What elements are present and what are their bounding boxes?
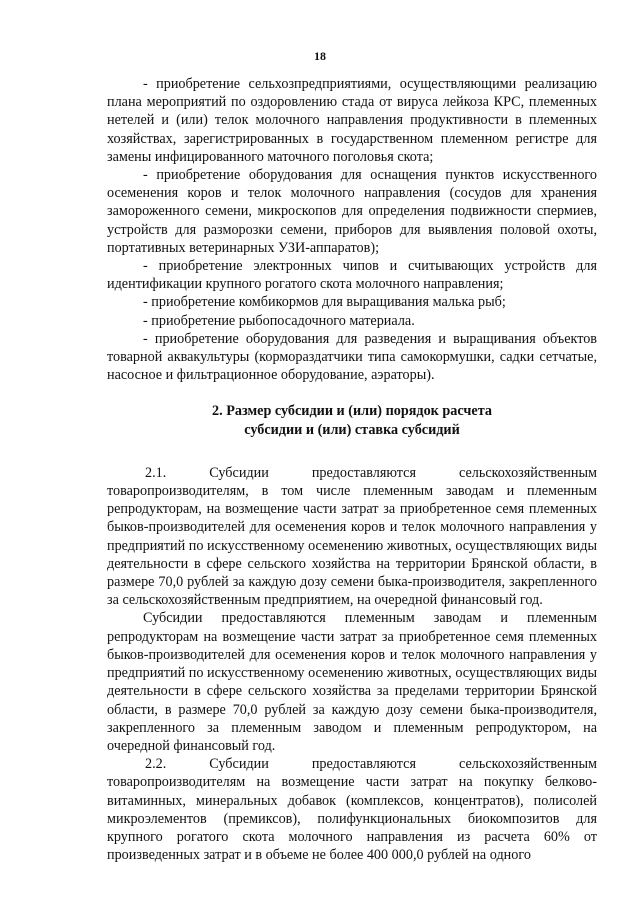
paragraph-2-2: 2.2. Субсидии предоставляются сельскохозяйственным товаропроизводителям на возмещение части затрат на покупку белково-витаминных, минеральных добавок (комплексов, концентратов), полисолей микроэлементов (премиксов), полифункциональных биокомпозитов для крупного рогатого скота молочного направления из расчета 60% от произведенных затрат и в объеме не более 400 000,0 рублей на одного: [107, 756, 597, 864]
list-item: - приобретение комбикормов для выращивания малька рыб;: [143, 294, 506, 311]
list-item: - приобретение рыбопосадочного материала.: [143, 312, 415, 329]
section-heading-line: субсидии и (или) ставка субсидий: [244, 421, 460, 438]
page-number: 18: [314, 49, 326, 63]
paragraph: Субсидии предоставляются племенным заводам и племенным репродукторам на возмещение части затрат за приобретенное семя племенных быков-производителей для осеменения коров и телок молочного направления у предприятий по искусственному осеменению животных, осуществляющих виды деятельности в сфере сельского хозяйства за пределами территории Брянской области, в размере 70,0 рублей за каждую дозу семени быка-производителя, закрепленного за племенным заводом и племенным репродуктором, на очередной финансовый год.: [107, 610, 597, 754]
section-heading-line: 2. Размер субсидии и (или) порядок расчета: [212, 403, 492, 420]
list-item: - приобретение оборудования для разведения и выращивания объектов товарной аквакультуры (кормораздатчики типа самокормушки, садки сетчатые, насосное и фильтрационное оборудование, аэраторы).: [107, 330, 597, 384]
document-body: [107, 75, 597, 864]
section-heading: [107, 402, 597, 438]
list-item: - приобретение электронных чипов и считывающих устройств для идентификации крупного рогатого скота молочного направления;: [107, 258, 597, 293]
paragraph-2-1: 2.1. Субсидии предоставляются сельскохозяйственным товаропроизводителям, в том числе племенным заводам и племенным репродукторам, на возмещение части затрат за приобретенное семя племенных быков-производителей для осеменения коров и телок молочного направления у предприятий по искусственному осеменению животных, осуществляющих виды деятельности в сфере сельского хозяйства на территории Брянской области, в размере 70,0 рублей за каждую дозу семени быка-производителя, закрепленного за сельскохозяйственным предприятием, на очередной финансовый год.: [107, 464, 597, 609]
list-item: - приобретение сельхозпредприятиями, осуществляющими реализацию плана мероприятий по оздоровлению стада от вируса лейкоза КРС, племенных нетелей и (или) телок молочного направления продуктивности в племенных хозяйствах, зарегистрированных в государственном племенном регистре для замены инфицированного маточного поголовья скота;: [107, 76, 597, 165]
list-item: - приобретение оборудования для оснащения пунктов искусственного осеменения коров и телок молочного направления (сосудов для хранения замороженного семени, микроскопов для определения подвижности спермиев, устройств для разморозки семени, приборов для выявления половой охоты, портативных ветеринарных УЗИ-аппаратов);: [107, 167, 597, 256]
